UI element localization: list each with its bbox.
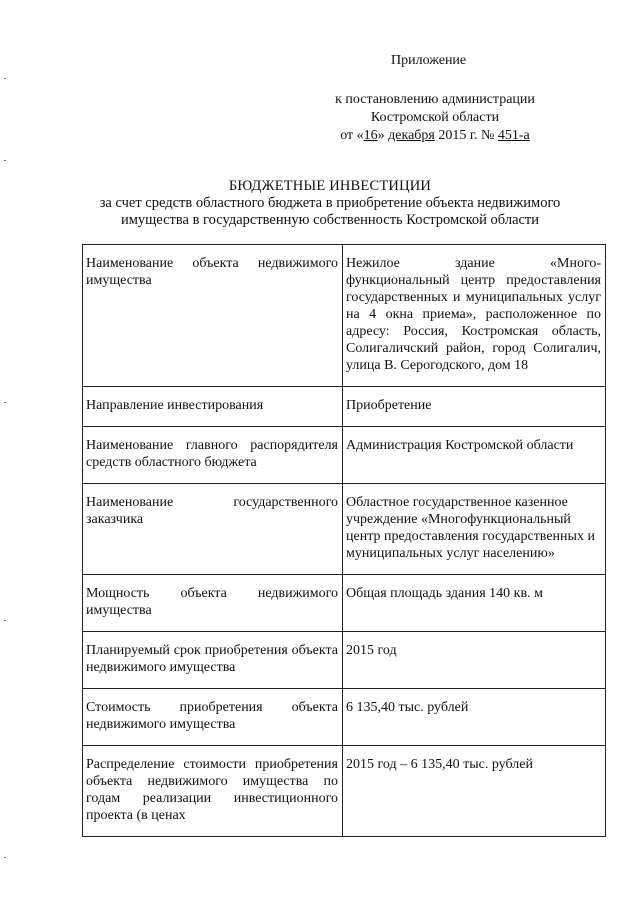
- scan-mark: [4, 857, 6, 858]
- row-value: Общая площадь здания 140 кв. м: [343, 575, 606, 632]
- row-value: Нежилое здание «Много-функциональный центр предоставления государственных и муниципальных услуг на 4 окна приема», расположенное по адресу: Россия, Костромская область, Солигаличский район, город Солигалич, улица В. Серогодского, дом 18: [343, 245, 606, 387]
- table-row: [83, 484, 606, 575]
- row-label: Направление инвестирования: [83, 387, 343, 427]
- decree-date-line: [300, 127, 570, 145]
- table-row: [83, 575, 606, 632]
- scan-mark: [4, 78, 6, 79]
- row-label: Мощность объекта недвижимого имущества: [83, 575, 343, 632]
- date-sep: »: [377, 128, 389, 143]
- table-row: [83, 746, 606, 837]
- row-label: Наименование объекта недвижимого имущества: [83, 245, 343, 387]
- title-line-2: за счет средств областного бюджета в приобретение объекта недвижимого: [99, 195, 561, 211]
- row-label: Распределение стоимости приобретения объекта недвижимого имущества по годам реализации инвестиционного проекта (в ценах: [83, 746, 343, 837]
- table-row: [83, 245, 606, 387]
- decree-number: 451-а: [497, 128, 530, 143]
- date-month: декабря: [388, 128, 435, 143]
- row-value: 6 135,40 тыс. рублей: [343, 689, 606, 746]
- date-year: 2015 г. №: [434, 128, 498, 143]
- decree-reference: [300, 91, 570, 145]
- table-row: [83, 427, 606, 484]
- row-value: Администрация Костромской области: [343, 427, 606, 484]
- scan-mark: [4, 402, 6, 403]
- row-label: Стоимость приобретения объекта недвижимого имущества: [83, 689, 343, 746]
- investment-table: [82, 244, 606, 837]
- row-label: Наименование главного распорядителя средств областного бюджета: [83, 427, 343, 484]
- table-row: [83, 689, 606, 746]
- date-prefix: от «: [340, 128, 364, 143]
- date-day: 16: [363, 128, 378, 143]
- title-main: БЮДЖЕТНЫЕ ИНВЕСТИЦИИ: [228, 178, 432, 194]
- document-title: [60, 178, 600, 229]
- appendix-label: Приложение: [391, 53, 467, 68]
- row-label: Планируемый срок приобретения объекта недвижимого имущества: [83, 632, 343, 689]
- row-label: Наименование государственного заказчика: [83, 484, 343, 575]
- row-value: Приобретение: [343, 387, 606, 427]
- decree-line-1: к постановлению администрации: [335, 92, 535, 107]
- decree-line-2: Костромской области: [370, 110, 500, 125]
- row-value: 2015 год: [343, 632, 606, 689]
- table-row: [83, 632, 606, 689]
- scan-mark: [4, 160, 6, 161]
- row-value: 2015 год – 6 135,40 тыс. рублей: [343, 746, 606, 837]
- title-line-3: имущества в государственную собственность Костромской области: [120, 212, 540, 228]
- row-value: Областное государственное казенное учреждение «Многофункциональный центр предоставления государственных и муниципальных услуг населению»: [343, 484, 606, 575]
- table-row: [83, 387, 606, 427]
- scan-mark: [4, 620, 6, 621]
